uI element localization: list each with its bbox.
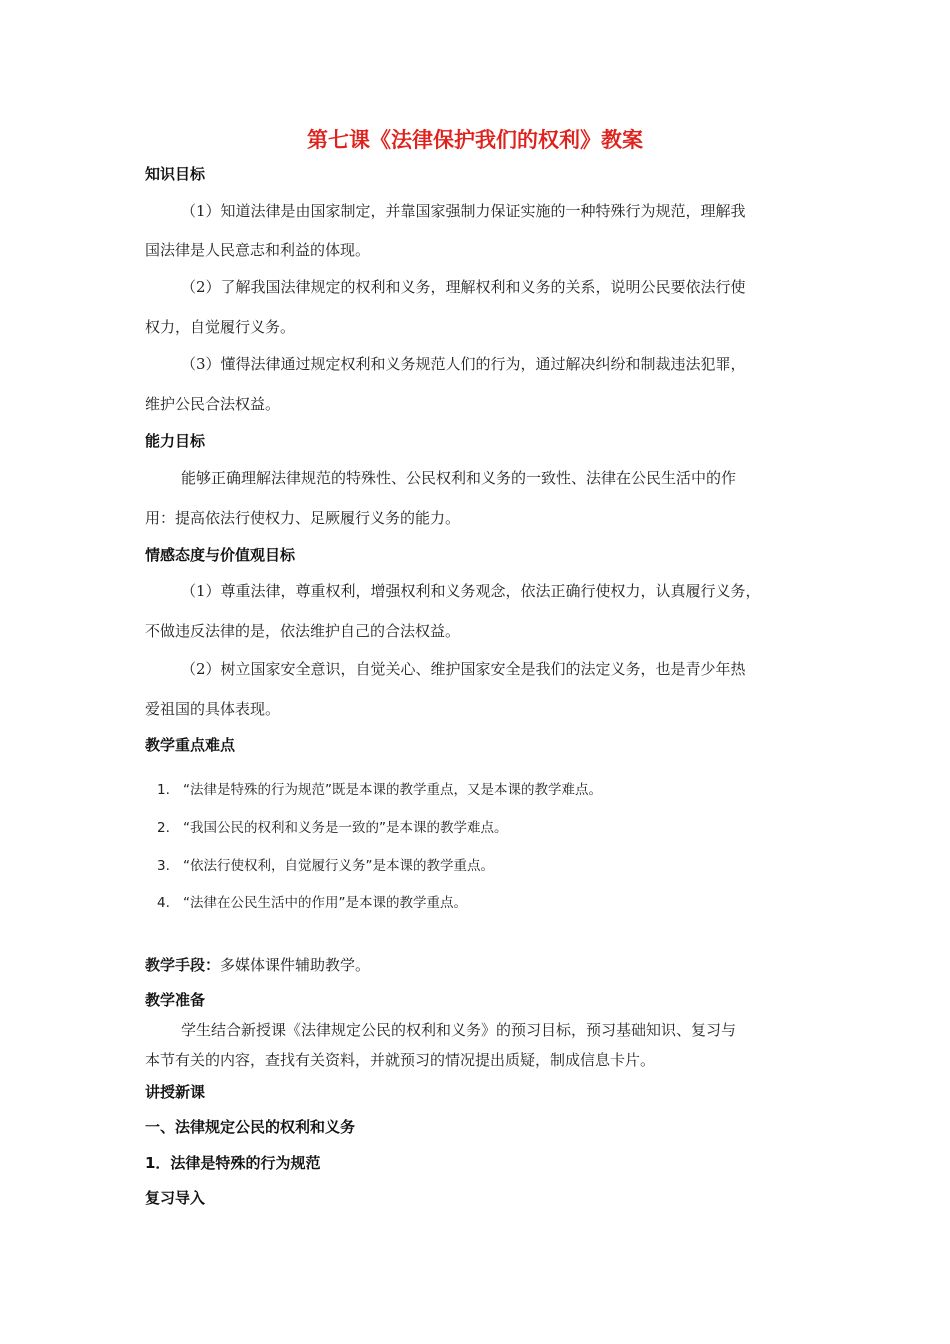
emotion-goal-1-line-1: （1）尊重法律，尊重权利，增强权利和义务观念，依法正确行使权力，认真履行义务，	[181, 582, 761, 600]
knowledge-goal-2-line-1: （2）了解我国法律规定的权利和义务，理解权利和义务的关系，说明公民要依法行使	[181, 278, 746, 296]
preparation-line-2: 本节有关的内容，查找有关资料，并就预习的情况提出质疑，制成信息卡片。	[145, 1051, 656, 1069]
knowledge-goals-heading: 知识目标	[145, 165, 206, 183]
teaching-means-label: 教学手段：	[145, 956, 221, 974]
ability-goal-line-2: 用：提高依法行使权力、足厥履行义务的能力。	[145, 509, 461, 527]
emotion-goals-heading: 情感态度与价值观目标	[145, 546, 296, 564]
list-item-number: 3.	[157, 858, 170, 874]
list-item	[157, 816, 508, 836]
review-intro-heading: 复习导入	[145, 1189, 206, 1207]
section-one-heading: 一、法律规定公民的权利和义务	[145, 1118, 356, 1136]
emotion-goal-2-line-2: 爱祖国的具体表现。	[145, 700, 281, 718]
list-item	[157, 778, 602, 798]
key-points-heading: 教学重点难点	[145, 736, 236, 754]
knowledge-goal-2-line-2: 权力，自觉履行义务。	[145, 318, 296, 336]
subsection-one-heading: 1．法律是特殊的行为规范	[145, 1154, 321, 1172]
emotion-goal-1-line-2: 不做违反法律的是，依法维护自己的合法权益。	[145, 622, 461, 640]
preparation-line-1: 学生结合新授课《法律规定公民的权利和义务》的预习目标，预习基础知识、复习与	[181, 1021, 737, 1039]
teaching-means	[145, 954, 370, 975]
knowledge-goal-1-line-1: （1）知道法律是由国家制定，并靠国家强制力保证实施的一种特殊行为规范，理解我	[181, 202, 746, 220]
ability-goals-heading: 能力目标	[145, 432, 206, 450]
knowledge-goal-3-line-1: （3）懂得法律通过规定权利和义务规范人们的行为，通过解决纠纷和制裁违法犯罪，	[181, 355, 746, 373]
teaching-means-text: 多媒体课件辅助教学。	[220, 956, 371, 974]
preparation-heading: 教学准备	[145, 991, 206, 1009]
ability-goal-line-1: 能够正确理解法律规范的特殊性、公民权利和义务的一致性、法律在公民生活中的作	[181, 469, 737, 487]
knowledge-goal-3-line-2: 维护公民合法权益。	[145, 395, 281, 413]
list-item-text: “依法行使权利，自觉履行义务”是本课的教学重点。	[183, 858, 494, 874]
list-item-text: “我国公民的权利和义务是一致的”是本课的教学难点。	[183, 820, 508, 836]
document-title: 第七课《法律保护我们的权利》教案	[307, 128, 643, 152]
list-item-number: 1.	[157, 782, 170, 798]
knowledge-goal-1-line-2: 国法律是人民意志和利益的体现。	[145, 241, 371, 259]
emotion-goal-2-line-1: （2）树立国家安全意识，自觉关心、维护国家安全是我们的法定义务，也是青少年热	[181, 660, 746, 678]
list-item-number: 4.	[157, 895, 170, 911]
list-item	[157, 891, 467, 911]
list-item-text: “法律是特殊的行为规范”既是本课的教学重点，又是本课的教学难点。	[183, 782, 602, 798]
list-item-text: “法律在公民生活中的作用”是本课的教学重点。	[183, 895, 467, 911]
list-item-number: 2.	[157, 820, 170, 836]
new-lesson-heading: 讲授新课	[145, 1083, 206, 1101]
list-item	[157, 854, 494, 874]
